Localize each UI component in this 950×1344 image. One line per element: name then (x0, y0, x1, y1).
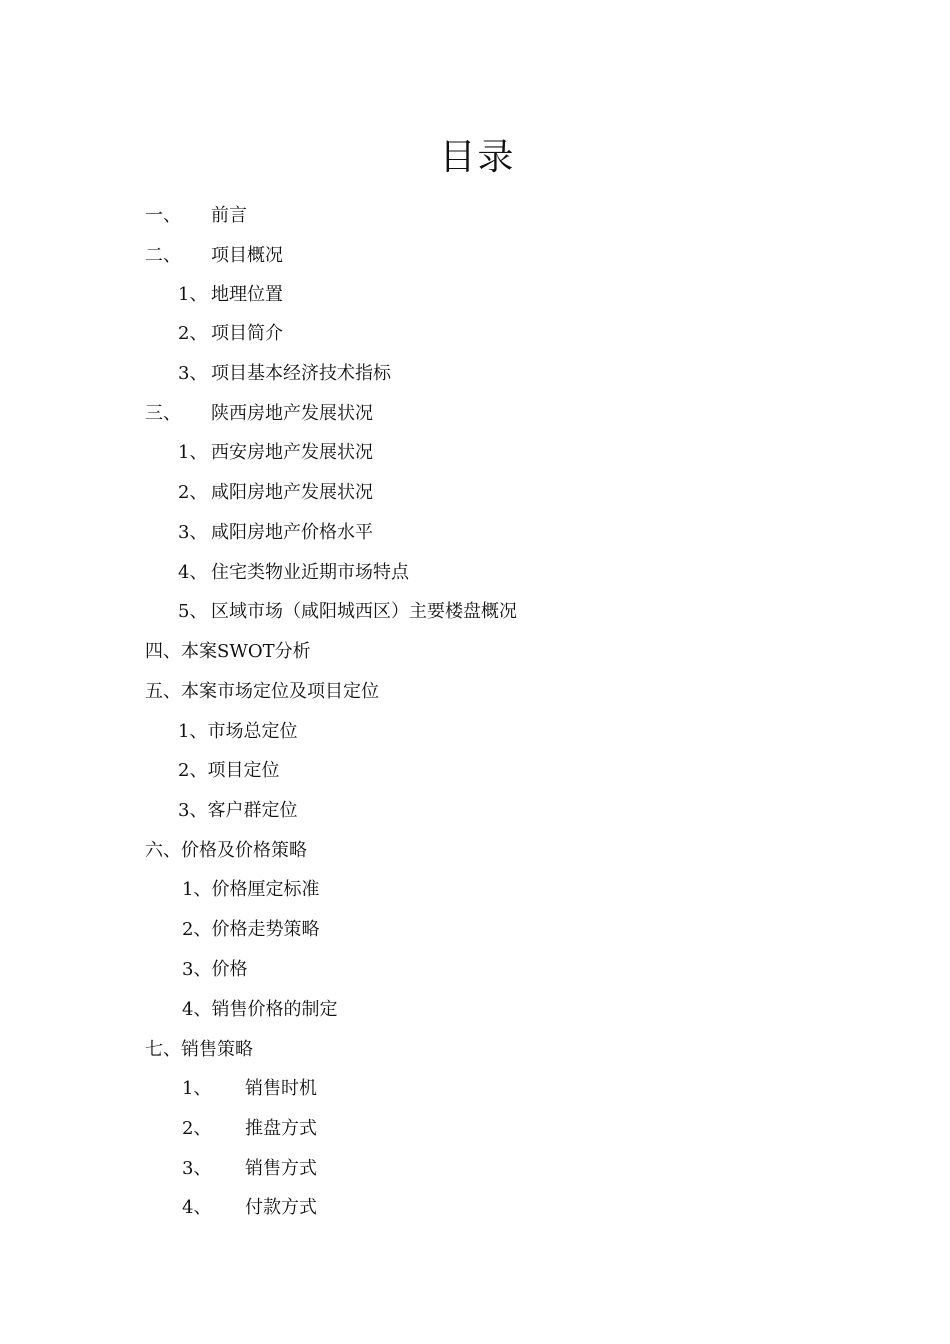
toc-entry-5-label: 五、本案市场定位及项目定位 (145, 681, 379, 702)
toc-number: 1、 (182, 1078, 212, 1099)
toc-number: 4、 (182, 1197, 212, 1218)
toc-number: 3、 (178, 522, 208, 543)
toc-number: 1、 (178, 284, 208, 305)
toc-entry-2-label: 项目概况 (211, 245, 283, 266)
toc-entry-5-3-label: 3、客户群定位 (178, 800, 298, 821)
toc-number: 一、 (145, 205, 181, 226)
toc-entry-2-3-label: 项目基本经济技术指标 (211, 363, 391, 384)
toc-number: 5、 (178, 601, 208, 622)
toc-entry-1 (145, 204, 181, 228)
toc-entry-4-label: 四、本案SWOT分析 (145, 641, 311, 662)
toc-entry-6-2-label: 2、价格走势策略 (182, 919, 320, 940)
toc-number: 二、 (145, 245, 181, 266)
toc-entry-2-1-label: 地理位置 (211, 284, 283, 305)
toc-entry-7-4-label: 付款方式 (245, 1197, 317, 1218)
toc-entry-2 (145, 244, 181, 268)
toc-number: 2、 (178, 482, 208, 503)
toc-number: 三、 (145, 403, 181, 424)
toc-entry-5-2-label: 2、项目定位 (178, 760, 280, 781)
toc-number: 3、 (178, 363, 208, 384)
toc-number: 3、 (182, 1158, 212, 1179)
toc-entry-3-1-label: 西安房地产发展状况 (211, 442, 373, 463)
page-title: 目录 (439, 137, 516, 178)
toc-entry-7-3-label: 销售方式 (245, 1158, 317, 1179)
toc-entry-5-1-label: 1、市场总定位 (178, 721, 298, 742)
toc-entry-6-1-label: 1、价格厘定标准 (182, 879, 320, 900)
toc-entry-7-label: 七、销售策略 (145, 1039, 253, 1060)
toc-entry-6-label: 六、价格及价格策略 (145, 840, 307, 861)
toc-entry-1-label: 前言 (211, 205, 247, 226)
toc-entry-3-label: 陕西房地产发展状况 (211, 403, 373, 424)
toc-number: 2、 (182, 1118, 212, 1139)
toc-entry-2-2-label: 项目简介 (211, 323, 283, 344)
toc-number: 2、 (178, 323, 208, 344)
toc-number: 1、 (178, 442, 208, 463)
toc-entry-3-2-label: 咸阳房地产发展状况 (211, 482, 373, 503)
toc-entry-6-4-label: 4、销售价格的制定 (182, 999, 338, 1020)
toc-entry-7-1-label: 销售时机 (245, 1078, 317, 1099)
toc-entry-6-3-label: 3、价格 (182, 959, 248, 980)
toc-number: 4、 (178, 562, 208, 583)
toc-entry-3-5-label: 区域市场（咸阳城西区）主要楼盘概况 (211, 601, 517, 622)
toc-entry-7-2-label: 推盘方式 (245, 1118, 317, 1139)
toc-entry-3-3-label: 咸阳房地产价格水平 (211, 522, 373, 543)
toc-entry-3-4-label: 住宅类物业近期市场特点 (211, 562, 409, 583)
